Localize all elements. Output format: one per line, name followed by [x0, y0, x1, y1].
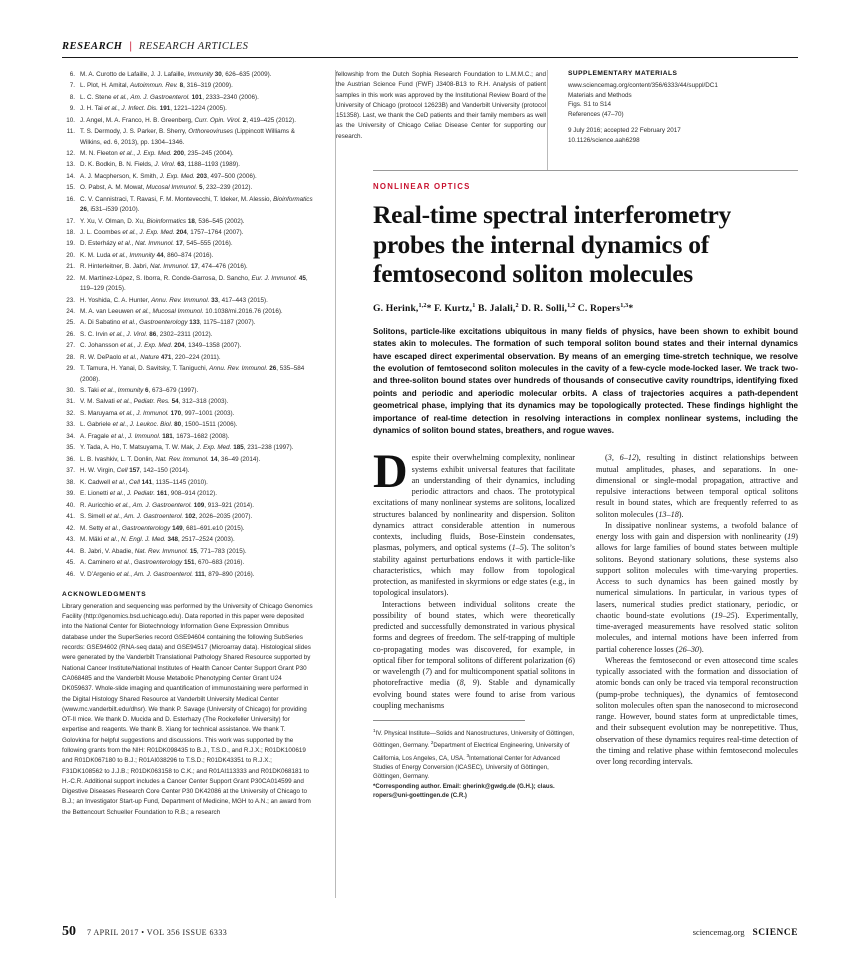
footer-brand: SCIENCE	[752, 928, 798, 938]
reference-text: A. J. Macpherson, K. Smith, J. Exp. Med. 203, 497–500 (2006).	[80, 172, 257, 180]
reference-item	[62, 160, 314, 170]
reference-item	[62, 524, 314, 534]
reference-number: 29.	[66, 365, 75, 373]
reference-text: S. Maruyama et al., J. Immunol. 170, 997–1001 (2003).	[80, 409, 235, 417]
reference-text: S. Taki et al., Immunity 6, 673–679 (1997).	[80, 387, 199, 394]
reference-text: L. B. Ivashkiv, L. T. Donlin, Nat. Rev. Immunol. 14, 36–49 (2014).	[80, 455, 261, 463]
reference-number: 46.	[66, 570, 75, 578]
reference-text: M. N. Fleeton et al., J. Exp. Med. 200, 235–245 (2004).	[80, 150, 234, 157]
reference-text: R. W. DePaolo et al., Nature 471, 220–224 (2011).	[80, 353, 221, 361]
reference-item	[62, 307, 314, 317]
reference-item	[62, 466, 314, 476]
acknowledgments-continuation: fellowship from the Dutch Sophia Research Foundation to L.M.M.C.; and the Austrian Science Fund (FWF) J3408-B13 to R.H. Analysis of patient samples in this work was approved by the Institutional Review Board of the University of Chicago (protocol 12623B) and Vanderbilt University (protocol 151358). Last, we thank the CeD patients and their family members as well as the University of Chicago Celiac Disease Center for supporting our research.	[336, 71, 546, 140]
reference-text: T. Tamura, H. Yanai, D. Savitsky, T. Taniguchi, Annu. Rev. Immunol. 26, 535–584 (2008).	[80, 365, 305, 383]
reference-text: R. Hinterleitner, B. Jabri, Nat. Immunol. 17, 474–476 (2016).	[80, 263, 248, 271]
reference-text: M. A. Curotto de Lafaille, J. J. Lafaille, Immunity 30, 626–635 (2009).	[80, 71, 272, 78]
reference-item	[62, 251, 314, 261]
reference-item	[62, 409, 314, 419]
supplementary-dates: 9 July 2016; accepted 22 February 2017	[568, 127, 681, 135]
reference-item	[62, 228, 314, 238]
reference-number: 15.	[66, 184, 75, 192]
reference-number: 21.	[66, 263, 75, 271]
reference-number: 45.	[66, 559, 75, 567]
reference-text: T. S. Dermody, J. S. Parker, B. Sherry, Orthoreoviruses (Lippincott Williams & Wilkins, ed. 6, 2013), pp. 1304–1346.	[80, 128, 295, 146]
reference-number: 20.	[66, 251, 75, 259]
reference-item	[62, 386, 314, 396]
drop-cap: D	[373, 445, 408, 499]
body-text-right	[596, 452, 798, 767]
reference-number: 14.	[66, 172, 75, 180]
reference-number: 25.	[66, 319, 75, 327]
reference-text: L. Plot, H. Amital, Autoimmun. Rev. 8, 316–319 (2009).	[80, 82, 233, 90]
footer-right	[693, 928, 798, 938]
reference-number: 43.	[66, 536, 75, 544]
reference-text: J. Angel, M. A. Franco, H. B. Greenberg, Curr. Opin. Virol. 2, 419–425 (2012).	[80, 116, 296, 124]
reference-item	[62, 217, 314, 227]
reference-number: 38.	[66, 478, 75, 486]
body-paragraph: In dissipative nonlinear systems, a twofold balance of energy loss with gain and dispersion with nonlinearity (19) allows for large families of bound states between multiple solitons. Beyond stationary solutions, these systems also support soliton molecules with time-varying properties. Access to such dynamics has been gained mostly by numerical simulations. In particular, in various types of lasers, numerical studies predict stationary, periodic, or chaotic bound-state evolutions (19–25). Experimentally, time-averaged measurements have resolved static soliton molecules, and internal motions have been inferred from partial coherence losses (26–30).	[596, 520, 798, 654]
body-paragraph: Interactions between individual solitons create the possibility of bound states, which were theoretically predicted and successfully demonstrated in various physical forms and degrees of freedom. The self-trapping of multiple co-propagating modes was discovered, for example, in optical fiber for temporal solitons of different polarization (6) or wavelength (7) and for multicomponent spatial solitons in photorefractive media (8, 9). Stable and dynamically evolving bound states were found to arise from various coupling mechanisms	[373, 599, 576, 710]
reference-item	[62, 364, 314, 384]
reference-item	[62, 558, 314, 568]
column-references	[62, 70, 314, 818]
reference-number: 6.	[69, 71, 75, 78]
reference-item	[62, 274, 314, 294]
reference-text: D. K. Bodkin, B. N. Fields, J. Virol. 63, 1188–1193 (1989).	[80, 161, 240, 169]
reference-item	[62, 318, 314, 328]
reference-number: 7.	[69, 82, 75, 90]
issue-line: 7 APRIL 2017 • VOL 356 ISSUE 6333	[87, 928, 228, 937]
reference-text: S. Simell et al., Am. J. Gastroenterol. 102, 2026–2035 (2007).	[80, 513, 253, 521]
reference-number: 30.	[66, 387, 75, 394]
reference-number: 27.	[66, 342, 75, 350]
article-abstract: Solitons, particle-like excitations ubiquitous in many fields of physics, have been shown to exhibit bound states akin to molecules. The formation of such temporal soliton bound states and their internal dynamics have escaped direct experimental observation. By means of an emerging time-stretch technique, we resolve the evolution of femtosecond soliton molecules in the cavity of a few-cycle mode-locked laser. We track two- and three-soliton bound states over hundreds of thousands of consecutive cavity roundtrips, identifying fixed points and periodic and aperiodic molecular orbits. A class of trajectories acquires a path-dependent geometrical phase, implying that its dynamics may be topologically protected. These findings highlight the importance of real-time detection in resolving interactions in complex nonlinear systems, including the dynamics of soliton bound states, breathers, and rogue waves.	[373, 326, 798, 435]
reference-number: 8.	[69, 93, 75, 101]
reference-item	[62, 172, 314, 182]
reference-text: O. Pabst, A. M. Mowat, Mucosal Immunol. 5, 232–239 (2012).	[80, 184, 253, 192]
reference-item	[62, 262, 314, 272]
reference-text: R. Auricchio et al., Am. J. Gastroenterol. 109, 913–921 (2014).	[80, 501, 254, 509]
supplementary-doi[interactable]: 10.1126/science.aah6298	[568, 136, 640, 144]
reference-item	[62, 81, 314, 91]
reference-item	[62, 478, 314, 488]
reference-item	[62, 127, 314, 147]
reference-item	[62, 547, 314, 557]
body-text-left	[373, 445, 576, 711]
article-kicker: NONLINEAR OPTICS	[373, 182, 471, 191]
affiliations: $^1$IV. Physical Institute—Solids and Nanostructures, University of Göttingen, Göttingen, Germany. $^2$Department of Electrical Engineering, University of California, Los Angeles, CA, USA. $^3$International Center for Advanced Studies of Energy Conversion (ICASEC), University of Göttingen, Göttingen, Germany. *Corresponding author. Email: gherink@gwdg.de (G.H.); claus. ropers@uni-goettingen.de (C.R.)	[373, 728, 575, 799]
reference-number: 42.	[66, 524, 75, 532]
reference-item	[62, 397, 314, 407]
running-head	[62, 0, 798, 52]
reference-text: A. Fragale et al., J. Immunol. 181, 1673–1682 (2008).	[80, 432, 230, 440]
affiliations-rule	[373, 720, 525, 721]
running-head-separator: |	[129, 39, 132, 52]
column-divider-2	[547, 70, 548, 170]
reference-text: J. L. Coombes et al., J. Exp. Med. 204, 1757–1764 (2007).	[80, 229, 244, 236]
reference-text: D. Esterházy et al., Nat. Immunol. 17, 545–555 (2016).	[80, 240, 233, 248]
body-paragraph: (3, 6–12), resulting in distinct relationships between mutual amplitudes, phases, and separations. In one-dimensional or single-modal propagation, attractive and repulsive interactions between temporal optical solitons result in bound states, which are frequently referred to as soliton molecules (13–18).	[596, 453, 798, 519]
reference-item	[62, 330, 314, 340]
reference-number: 17.	[66, 217, 75, 225]
reference-text: H. Yoshida, C. A. Hunter, Annu. Rev. Immunol. 33, 417–443 (2015).	[80, 296, 268, 304]
supplementary-item: Materials and Methods	[568, 91, 632, 99]
reference-number: 28.	[66, 353, 75, 361]
reference-text: L. Gabriele et al., J. Leukoc. Biol. 80, 1500–1511 (2006).	[80, 421, 238, 429]
reference-number: 26.	[66, 330, 75, 338]
reference-number: 39.	[66, 490, 75, 498]
reference-number: 34.	[66, 432, 75, 440]
footer-website[interactable]: sciencemag.org	[692, 928, 745, 937]
page-footer	[62, 924, 798, 940]
supplementary-item: References (47–70)	[568, 110, 624, 118]
reference-number: 16.	[66, 195, 75, 203]
supplementary-heading: SUPPLEMENTARY MATERIALS	[568, 70, 678, 77]
reference-text: C. Johansson et al., J. Exp. Med. 204, 1349–1358 (2007).	[80, 342, 242, 350]
reference-item	[62, 432, 314, 442]
reference-text: K. Cadwell et al., Cell 141, 1135–1145 (2010).	[80, 478, 208, 486]
reference-item	[62, 116, 314, 126]
reference-text: M. Mäki et al., N. Engl. J. Med. 348, 2517–2524 (2003).	[80, 536, 235, 544]
reference-number: 31.	[66, 398, 75, 406]
reference-text: E. Lionetti et al., J. Pediatr. 161, 908–914 (2012).	[80, 490, 218, 498]
reference-text: V. D’Argenio et al., Am. J. Gastroenterol. 111, 879–890 (2016).	[80, 570, 255, 578]
reference-text: M. Martínez-López, S. Iborra, R. Conde-Garrosa, D. Sancho, Eur. J. Immunol. 45, 119–129 (2015).	[80, 274, 308, 293]
reference-item	[62, 296, 314, 306]
reference-item	[62, 443, 314, 453]
reference-text: L. C. Stene et al., Am. J. Gastroenterol. 101, 2333–2340 (2006).	[80, 93, 259, 101]
supplementary-lines	[568, 91, 780, 120]
supplementary-url[interactable]: www.sciencemag.org/content/356/6333/44/suppl/DC1	[568, 82, 718, 89]
reference-number: 32.	[66, 409, 75, 417]
reference-item	[62, 104, 314, 114]
body-paragraph: Whereas the femtosecond or even attosecond time scales typically associated with the formation and dissociation of atomic bonds can only be traced via temporal reconstruction (pump-probe techniques), the dynamics of femtosecond soliton molecules often span the nanosecond to microsecond range. However, bound states form at unpredictable times, and their subsequent evolution may be nonrepetitive. Thus, observation of these dynamics requires real-time detection of the timing and relative phase within femtosecond molecules over long recording intervals.	[596, 655, 798, 767]
reference-item	[62, 93, 314, 103]
reference-text: J. H. Tai et al., J. Infect. Dis. 191, 1221–1224 (2005).	[80, 105, 227, 113]
reference-item	[62, 149, 314, 159]
reference-text: A. Caminero et al., Gastroenterology 151, 670–683 (2016).	[80, 559, 245, 567]
reference-item	[62, 70, 314, 80]
reference-text: H. W. Virgin, Cell 157, 142–150 (2014).	[80, 467, 190, 475]
reference-item	[62, 535, 314, 545]
reference-number: 44.	[66, 547, 75, 555]
supplementary-item: Figs. S1 to S14	[568, 101, 612, 109]
reference-number: 19.	[66, 240, 75, 248]
reference-item	[62, 455, 314, 465]
article-opener	[373, 170, 798, 800]
reference-text: Y. Tada, A. Ho, T. Matsuyama, T. W. Mak, J. Exp. Med. 185, 231–238 (1997).	[80, 444, 294, 452]
acknowledgments-body: Library generation and sequencing was performed by the University of Chicago Genomics Facility (http://genomics.bsd.uchicago.edu). Data reported in this paper were deposited into the National Center for Biotechnology Information Gene Expression Omnibus database under the SuperSeries record GSE94604 containing the following SubSeries records: GSE94602 (RNA-seq data) and GSE94517 (Microarray data). Histological slides were generated by the Vanderbilt Translational Pathology Shared Resource supported by National Cancer Institute/National Institutes of Health Cancer Center Support Grant P30 CA068485 and the Vanderbilt Mouse Metabolic Phenotyping Center Grant U24 DK059637. Whole-slide imaging and quantification of immunostaining were performed in the Digital Histology Shared Resource at Vanderbilt University Medical Center (www.mc.vanderbilt.edu/dhsr). We thank P. Savage (University of Chicago) for providing OT-II mice. We thank D. Mucida and D. Esterhazy (The Rockefeller University) for expertise and reagents. We thank B. Xiang for technical assistance. We thank T. Golovkina for helpful suggestions and discussions. This work was supported by the following grants from the NIH: R01DK098435 to B.J., T.S.D., and R.J.X.; R01DK100619 and R01DK067180 to B.J.; R01AI038296 to T.S.D.; R01DK43351 to R.J.X.; F31DK108562 to J.J.B.; R01DK063158 to C.K.; and R01AI113333 and R01DK068181 to H.-C.R. Additional support includes a Cancer Center Support Grant P30CA014599 and Digestive Diseases Research Core Center P30 DK42086 at the University of Chicago to B.J.; an Investigator Start-up Fund, Department of Medicine, MGH to A.N.; an award from the Bettencourt Schueller Foundation to R.B.; a research	[62, 602, 313, 816]
reference-number: 18.	[66, 229, 75, 236]
article-authors: G. Herink,$^{1,2}$* F. Kurtz,$^1$ B. Jalali,$^2$ D. R. Solli,$^{1,2}$ C. Ropers$^{1,3}$*	[373, 301, 634, 314]
reference-text: M. A. van Leeuwen et al., Mucosal Immunol. 10.1038/mi.2016.76 (2016).	[80, 308, 283, 315]
reference-number: 36.	[66, 455, 75, 463]
reference-item	[62, 420, 314, 430]
reference-text: S. C. Irvin et al., J. Virol. 86, 2302–2311 (2012).	[80, 330, 213, 338]
supplementary-spacer	[568, 119, 780, 126]
reference-item	[62, 570, 314, 580]
page-number: 50	[62, 924, 76, 939]
reference-item	[62, 195, 314, 215]
column-divider-1	[335, 70, 336, 898]
reference-text: A. Di Sabatino et al., Gastroenterology 133, 1175–1187 (2007).	[80, 319, 256, 327]
reference-text: K. M. Luda et al., Immunity 44, 860–874 (2016).	[80, 251, 214, 259]
reference-number: 9.	[69, 105, 75, 113]
article-title: Real-time spectral interferometry probes the internal dynamics of femtosecond soliton molecules	[373, 200, 732, 288]
reference-number: 37.	[66, 467, 75, 475]
reference-number: 33.	[66, 421, 75, 429]
reference-text: B. Jabri, V. Abadie, Nat. Rev. Immunol. 15, 771–783 (2015).	[80, 547, 247, 555]
reference-number: 22.	[66, 274, 75, 282]
header-rule	[62, 57, 798, 58]
reference-item	[62, 183, 314, 193]
reference-list	[62, 70, 314, 580]
reference-number: 10.	[66, 116, 75, 124]
reference-item	[62, 341, 314, 351]
reference-item	[62, 353, 314, 363]
body-column-left	[373, 445, 576, 800]
reference-number: 41.	[66, 513, 75, 521]
reference-number: 40.	[66, 501, 75, 509]
body-paragraph: Despite their overwhelming complexity, nonlinear systems exhibit universal features that facilitate an understanding of their dynamics, including periodic attractors and chaos. The prototypical excitations of many nonlinear systems are solitons, localized structures balanced by nonlinearity and dispersion. Soliton dynamics attract considerable attention in numerous contexts, including fluids, Bose-Einstein condensates, plasmas, polymers, and optical systems (1–5). The soliton’s stability against perturbations endows it with particle-like characteristics, which may follow from topological protection, as manifested in skyrmions or edge states (e.g., in topological insulators).	[373, 445, 576, 598]
reference-item	[62, 501, 314, 511]
reference-text: M. Setty et al., Gastroenterology 149, 681–691.e10 (2015).	[80, 524, 245, 532]
reference-text: V. M. Salvati et al., Pediatr. Res. 54, 312–318 (2003).	[80, 398, 229, 406]
article-top-rule	[373, 170, 798, 171]
reference-text: C. V. Cannistraci, T. Ravasi, F. M. Montevecchi, T. Ideker, M. Alessio, Bioinformatics 26, i531–i539 (2010).	[80, 195, 313, 214]
reference-item	[62, 489, 314, 499]
reference-text: Y. Xu, V. Olman, D. Xu, Bioinformatics 18, 536–545 (2002).	[80, 217, 245, 225]
running-head-section: RESEARCH ARTICLES	[138, 41, 249, 52]
running-head-research: RESEARCH	[62, 41, 123, 52]
reference-number: 13.	[66, 161, 75, 169]
article-body	[373, 445, 798, 800]
body-column-right	[596, 452, 798, 800]
reference-number: 12.	[66, 150, 75, 157]
reference-number: 24.	[66, 308, 75, 315]
reference-number: 23.	[66, 296, 75, 304]
reference-number: 11.	[66, 128, 75, 136]
acknowledgments-heading: ACKNOWLEDGMENTS	[62, 590, 147, 598]
reference-item	[62, 512, 314, 522]
reference-item	[62, 239, 314, 249]
reference-number: 35.	[66, 444, 75, 452]
